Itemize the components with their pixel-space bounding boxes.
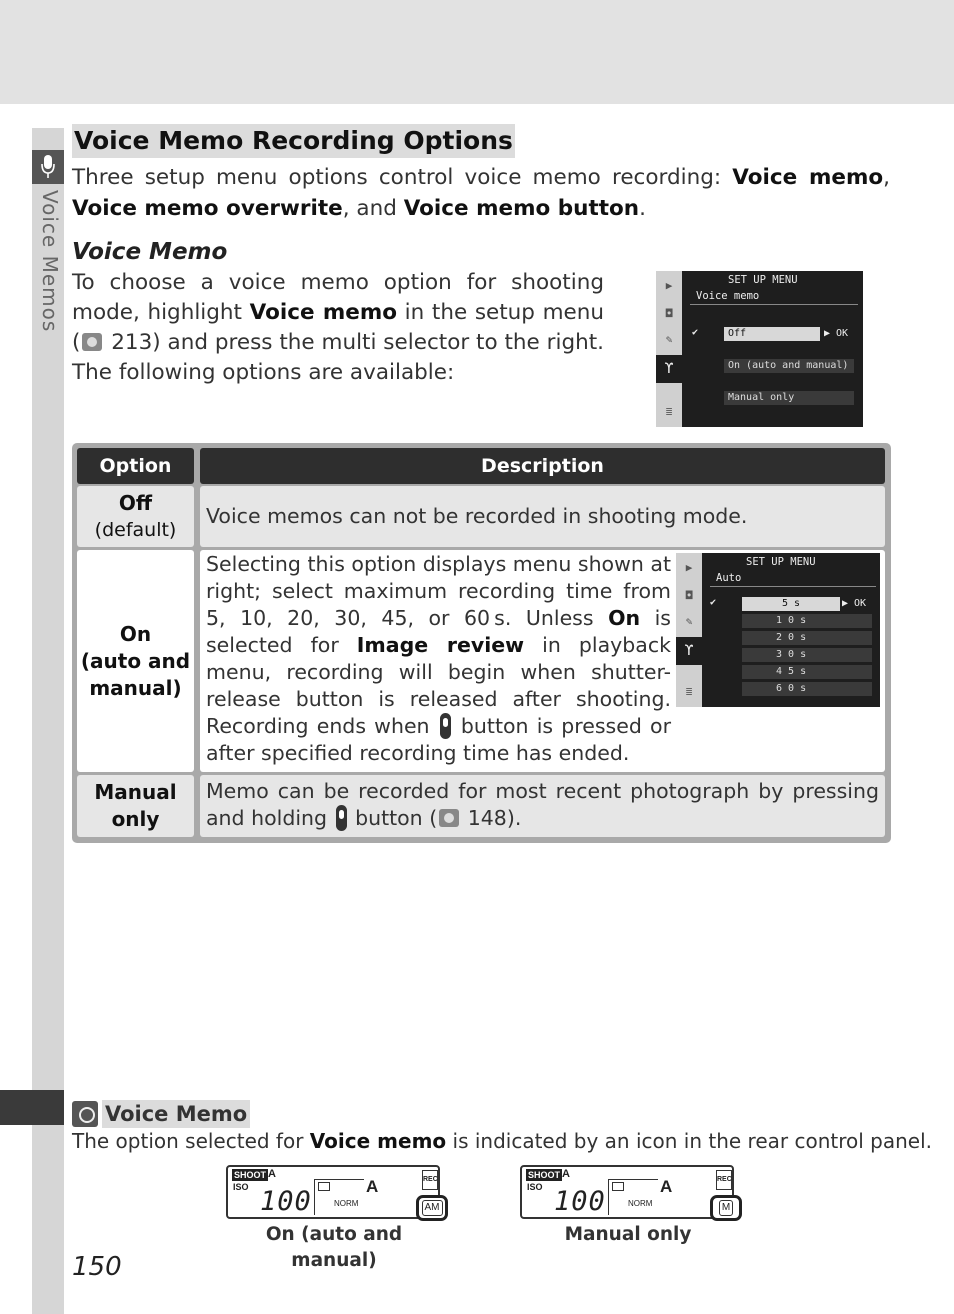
quality-indicator: NORM xyxy=(334,1199,359,1208)
a-indicator: A xyxy=(562,1168,570,1180)
menu-option-off: Off xyxy=(724,327,820,341)
mode-a-indicator: A xyxy=(366,1177,379,1196)
option-manual-line2: only xyxy=(111,807,160,831)
option-off-cell xyxy=(77,486,194,547)
shoot-indicator: SHOOT xyxy=(528,1170,561,1180)
page-number: 150 xyxy=(72,1252,122,1282)
shoot-indicator: SHOOT xyxy=(234,1170,267,1180)
section-heading: Voice Memo xyxy=(72,239,228,265)
screen-subtitle: Auto xyxy=(716,572,742,584)
iso-indicator: ISO xyxy=(527,1182,543,1192)
header-band xyxy=(0,0,954,104)
rec-indicator: REC xyxy=(716,1170,732,1190)
a-indicator: A xyxy=(268,1168,276,1180)
screen-title: SET UP MENU xyxy=(746,556,816,568)
note-text: The option selected for Voice memo is indicated by an icon in the rear control panel. xyxy=(72,1129,933,1153)
iso-indicator: ISO xyxy=(233,1182,249,1192)
ok-indicator: ▶ OK xyxy=(824,328,849,339)
wrench-icon: ϒ xyxy=(656,355,682,383)
microphone-icon xyxy=(32,150,64,184)
image-size-icon xyxy=(612,1182,624,1191)
caption-manual-only: Manual only xyxy=(564,1224,692,1245)
voice-memo-mode-indicator xyxy=(710,1195,742,1221)
chapter-tab-marker xyxy=(0,1090,64,1125)
page-title: Voice Memo Recording Options xyxy=(72,124,515,158)
option-off-description: Voice memos can not be recorded in shooting mode. xyxy=(200,486,885,547)
image-size-icon xyxy=(318,1182,330,1191)
page-reference-icon xyxy=(439,809,459,827)
ok-indicator: ▶ OK xyxy=(842,598,867,609)
menu-tabs xyxy=(656,271,682,427)
options-table xyxy=(72,443,891,843)
option-manual-description-cell xyxy=(200,775,885,837)
iso-value: 100 xyxy=(260,1186,312,1217)
time-option-10s: 1 0 s xyxy=(742,614,872,628)
time-option-45s: 4 5 s xyxy=(742,665,872,679)
time-option-5s: 5 s xyxy=(742,597,840,611)
quality-indicator: NORM xyxy=(628,1199,653,1208)
time-option-30s: 3 0 s xyxy=(742,648,872,662)
menu-option-manual-only: Manual only xyxy=(724,391,854,405)
microphone-button-icon xyxy=(440,713,451,739)
option-on-description: Selecting this option displays menu shown at right; select maximum recording time from 5, 10, 20, 30, 45, or 60 s. Unless On is selected for Image review in playback menu, recording will begin when shutter-release button is released after shooting. Recording ends when button is pressed or after specified recording time has ended. xyxy=(206,552,671,765)
option-manual-cell xyxy=(77,775,194,837)
wrench-icon: ϒ xyxy=(676,637,702,665)
iso-value: 100 xyxy=(554,1186,606,1217)
option-manual-line1: Manual xyxy=(94,780,177,804)
auto-time-menu-screen xyxy=(676,553,880,707)
page-reference-icon xyxy=(82,333,102,351)
option-on-line2: (auto and xyxy=(80,648,191,673)
chapter-label: Voice Memos xyxy=(38,190,62,333)
caption-auto-manual: On (auto and manual) xyxy=(265,1224,403,1271)
option-on-description-cell xyxy=(200,550,885,772)
header-option: Option xyxy=(77,448,194,484)
note-title: Voice Memo xyxy=(102,1100,250,1128)
control-panel-manual-only xyxy=(520,1165,734,1219)
menu-list-icon: ≣ xyxy=(665,405,673,418)
time-option-20s: 2 0 s xyxy=(742,631,872,645)
voice-memo-mode-label: M xyxy=(719,1200,733,1216)
intro-paragraph: Three setup menu options control voice memo recording: Voice memo, Voice memo overwrite, and Voice memo button. xyxy=(72,165,890,221)
menu-list-icon: ≣ xyxy=(685,685,693,698)
control-panel-auto-manual xyxy=(226,1165,440,1219)
pencil-icon: ✎ xyxy=(665,333,673,346)
mode-a-indicator: A xyxy=(660,1177,673,1196)
playback-icon: ▶ xyxy=(685,561,693,574)
rec-indicator: REC xyxy=(422,1170,438,1190)
title-divider xyxy=(690,304,858,305)
title-divider xyxy=(710,586,876,587)
option-on-line3: manual) xyxy=(89,675,182,700)
menu-tabs xyxy=(676,553,702,707)
note-icon xyxy=(72,1101,98,1127)
time-option-60s: 6 0 s xyxy=(742,682,872,696)
check-mark: ✔ xyxy=(710,597,717,608)
option-off-name: Off xyxy=(118,490,153,515)
playback-icon: ▶ xyxy=(665,279,673,292)
option-on-cell xyxy=(77,550,194,772)
menu-option-auto-manual: On (auto and manual) xyxy=(724,359,854,373)
camera-icon: ◘ xyxy=(685,589,693,602)
option-off-default: (default) xyxy=(94,518,177,541)
body-paragraph: To choose a voice memo option for shooting mode, highlight Voice memo in the setup menu ( 213) and press the multi selector to the right. The following options are available: xyxy=(72,270,605,385)
screen-subtitle: Voice memo xyxy=(696,290,760,302)
option-on-line1: On xyxy=(119,621,152,646)
microphone-button-icon xyxy=(336,805,347,831)
setup-menu-screen xyxy=(656,271,863,427)
screen-title: SET UP MENU xyxy=(728,274,798,286)
check-mark: ✔ xyxy=(692,327,699,338)
option-manual-description: Memo can be recorded for most recent photograph by pressing and holding button ( 148). xyxy=(206,779,879,830)
voice-memo-mode-indicator xyxy=(416,1195,448,1221)
pencil-icon: ✎ xyxy=(685,615,693,628)
voice-memo-mode-label: AM xyxy=(422,1200,443,1216)
camera-icon: ◘ xyxy=(665,307,673,320)
header-description: Description xyxy=(200,448,885,484)
